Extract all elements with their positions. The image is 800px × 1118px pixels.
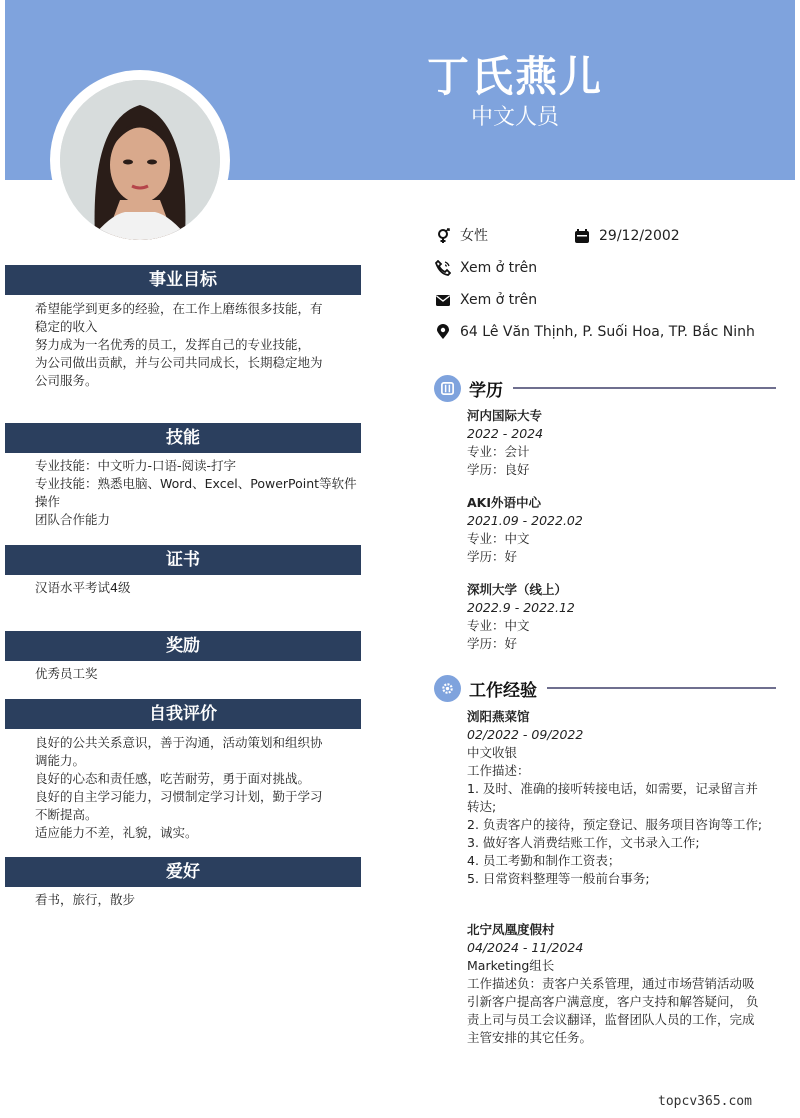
experience-detail: 工作描述负：责客户关系管理，通过市场营销活动吸 引新客户提高客户满意度，客户支持和解答疑问， 负 责上司与员工会议翻译，监督团队人员的工作，完成 主管安排的其它任务。 xyxy=(467,976,759,1045)
address-value: 64 Lê Văn Thịnh, P. Suối Hoa, TP. Bắc Ninh xyxy=(460,324,755,340)
candidate-name: 丁氏燕儿 xyxy=(426,52,603,101)
education-detail: 专业：中文 xyxy=(467,618,530,633)
section-awards-title: 奖励 xyxy=(5,631,361,661)
experience-detail: 5. 日常资料整理等一般前台事务; xyxy=(467,871,650,886)
experience-company: 浏阳燕菜馆 xyxy=(467,709,530,724)
section-experience-header xyxy=(434,674,776,702)
hobby-line: 看书，旅行，散步 xyxy=(35,892,136,907)
job-title: 中文人员 xyxy=(470,105,559,130)
experience-detail: 1. 及时、准确的接听转接电话，如需要，记录留言并 转达; xyxy=(467,781,758,814)
divider xyxy=(513,387,776,389)
education-entry xyxy=(467,581,777,653)
education-detail: 学历：好 xyxy=(467,549,518,564)
section-objective-body xyxy=(35,300,357,390)
experience-detail: 2. 负责客户的接待，预定登记、服务项目咨询等工作; xyxy=(467,817,763,832)
section-hobbies-title: 爱好 xyxy=(5,857,361,887)
education-entry xyxy=(467,494,777,566)
award-line: 优秀员工奖 xyxy=(35,666,98,681)
education-school: AKI外语中心 xyxy=(467,495,542,510)
experience-detail: 4. 员工考勤和制作工资表； xyxy=(467,853,621,868)
phone-value: Xem ở trên xyxy=(460,260,538,276)
education-school: 深圳大学（线上） xyxy=(467,582,568,597)
experience-entry xyxy=(467,708,777,888)
birthday-row xyxy=(573,226,680,246)
phone-icon xyxy=(434,259,452,277)
experience-date: 04/2024 - 11/2024 xyxy=(467,940,584,955)
avatar xyxy=(60,80,220,240)
email-value: Xem ở trên xyxy=(460,292,538,308)
section-experience-title: 工作经验 xyxy=(469,680,537,701)
gear-icon xyxy=(434,675,461,702)
skill-line: 团队合作能力 xyxy=(35,512,111,527)
section-education-title: 学历 xyxy=(469,380,503,401)
education-detail: 专业：中文 xyxy=(467,531,530,546)
section-certificates-title: 证书 xyxy=(5,545,361,575)
experience-date: 02/2022 - 09/2022 xyxy=(467,727,584,742)
experience-company: 北宁凤凰度假村 xyxy=(467,922,555,937)
objective-line: 努力成为一名优秀的员工，发挥自己的专业技能， xyxy=(35,337,311,352)
phone-row xyxy=(434,258,537,278)
birthday-value: 29/12/2002 xyxy=(599,228,680,244)
section-hobbies-body xyxy=(35,891,357,909)
email-icon xyxy=(434,291,452,309)
experience-detail: 中文收银 xyxy=(467,745,518,760)
section-awards-body xyxy=(35,665,357,683)
section-education-header xyxy=(434,374,776,402)
gender-row xyxy=(434,226,488,246)
self-eval-line: 适应能力不差，礼貌，诚实。 xyxy=(35,825,198,840)
education-school: 河内国际大专 xyxy=(467,408,543,423)
gender-icon xyxy=(434,227,452,245)
skill-line: 专业技能：中文听力-口语-阅读-打字 xyxy=(35,458,237,473)
education-date: 2022 - 2024 xyxy=(467,426,544,441)
divider xyxy=(547,687,776,689)
skill-line: 专业技能：熟悉电脑、Word、Excel、PowerPoint等软件 操作 xyxy=(35,476,357,509)
objective-line: 希望能学到更多的经验，在工作上磨练很多技能，有 稳定的收入 xyxy=(35,301,323,334)
education-entry xyxy=(467,407,777,479)
experience-detail: Marketing组长 xyxy=(467,958,555,973)
section-objective-title: 事业目标 xyxy=(5,265,361,295)
section-self-eval-title: 自我评价 xyxy=(5,699,361,729)
education-icon xyxy=(434,375,461,402)
education-date: 2021.09 - 2022.02 xyxy=(467,513,583,528)
experience-detail: 3. 做好客人消费结账工作，文书录入工作; xyxy=(467,835,700,850)
self-eval-line: 良好的心态和责任感，吃苦耐劳，勇于面对挑战。 xyxy=(35,771,311,786)
address-row xyxy=(434,322,755,342)
avatar-portrait-image xyxy=(60,80,220,240)
experience-detail: 工作描述： xyxy=(467,763,530,778)
self-eval-line: 良好的公共关系意识，善于沟通，活动策划和组织协 调能力。 xyxy=(35,735,323,768)
email-row xyxy=(434,290,537,310)
self-eval-line: 良好的自主学习能力，习惯制定学习计划，勤于学习 不断提高。 xyxy=(35,789,323,822)
education-detail: 学历：良好 xyxy=(467,462,530,477)
education-date: 2022.9 - 2022.12 xyxy=(467,600,575,615)
education-detail: 专业：会计 xyxy=(467,444,530,459)
location-icon xyxy=(434,323,452,341)
section-skills-body xyxy=(35,457,357,529)
certificate-line: 汉语水平考试4级 xyxy=(35,580,131,595)
gender-value: 女性 xyxy=(460,228,488,244)
section-certificates-body xyxy=(35,579,357,597)
calendar-icon xyxy=(573,227,591,245)
section-self-eval-body xyxy=(35,734,357,842)
experience-entry xyxy=(467,921,777,1047)
watermark: topcv365.com xyxy=(658,1094,752,1109)
education-detail: 学历：好 xyxy=(467,636,518,651)
section-skills-title: 技能 xyxy=(5,423,361,453)
objective-line: 为公司做出贡献，并与公司共同成长，长期稳定地为 公司服务。 xyxy=(35,355,323,388)
